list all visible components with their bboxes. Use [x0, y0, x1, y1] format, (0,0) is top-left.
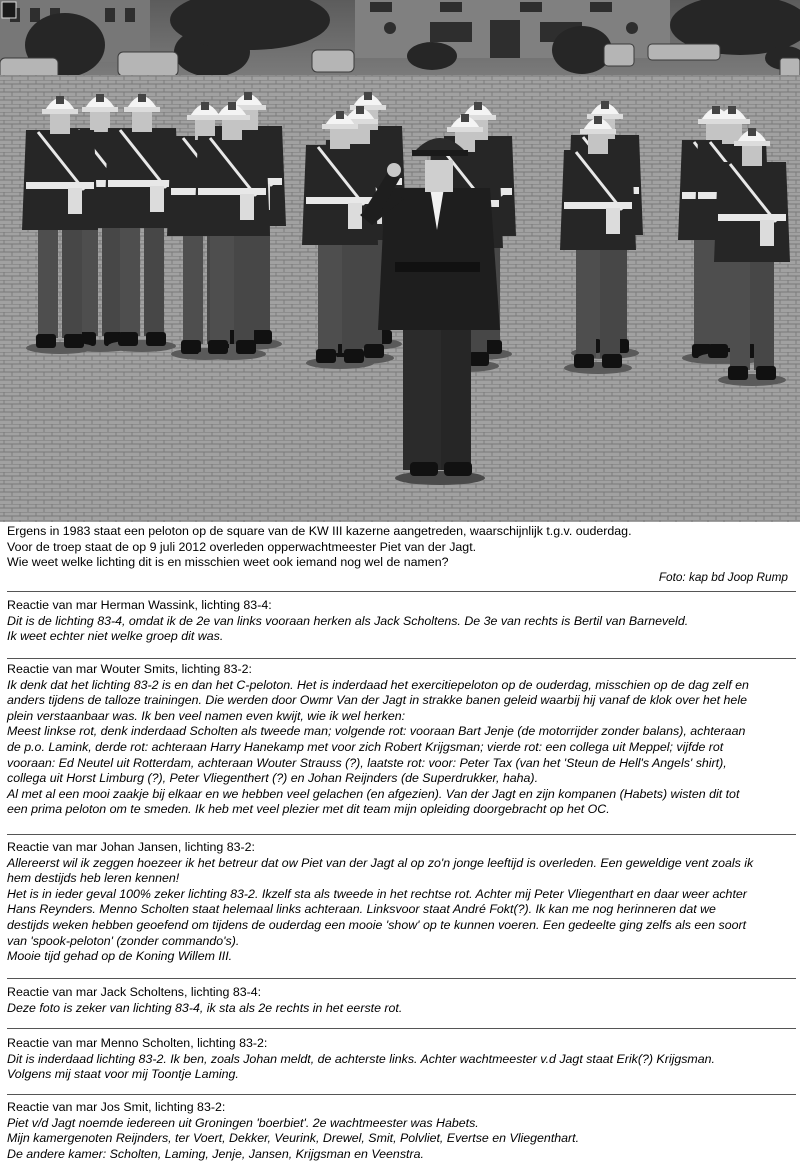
reaction-line: hem destijds heb leren kennen!	[7, 871, 180, 886]
photo	[0, 0, 800, 522]
divider	[7, 658, 796, 659]
reaction-line: Hans Reynders. Menno Scholten staat helemaal links achteraan. Linksvoor staat André Fokt(?). Ik kan me nog herinneren dat we	[7, 902, 716, 917]
reaction-line: Dit is de lichting 83-4, omdat ik de 2e van links vooraan herken als Jack Scholtens. De 3e van rechts is Bertil van Barneveld.	[7, 613, 689, 628]
reaction-line: collega uit Horst Limburg (?), Peter Vliegenthert (?) en Johan Reijnders (de Superdrukker, haha).	[7, 771, 539, 786]
crest-icon	[2, 2, 16, 18]
divider	[7, 1094, 796, 1095]
reaction-wouter-smits	[7, 662, 796, 818]
reaction-heading: Reactie van mar Herman Wassink, lichting 83-4:	[7, 598, 272, 612]
reaction-line: Meest linkse rot, denk inderdaad Scholten als tweede man; volgende rot: vooraan Bart Jenje (de motorrijder zonder balans), achteraan	[7, 724, 746, 739]
reaction-line: destijds weken hebben geoefend om tijdens de ouderdag een mooie 'show' op te kunnen voeren. Een gedeelte ging zelfs als een soort	[7, 917, 747, 932]
reaction-heading: Reactie van mar Wouter Smits, lichting 83-2:	[7, 662, 252, 676]
divider	[7, 591, 796, 592]
reaction-body	[7, 1052, 796, 1083]
reaction-jos-smit	[7, 1100, 796, 1162]
reaction-line: Ik weet echter niet welke groep dit was.	[7, 629, 224, 644]
reaction-body	[7, 1001, 796, 1017]
reaction-line: Het is in ieder geval 100% zeker lichting 83-2. Ikzelf sta als tweede in het rechtse rot. Achter mij Peter Vliegenthart en daar weer achter	[7, 886, 747, 901]
reaction-body	[7, 856, 796, 965]
reaction-line: Al met al een mooi zaakje bij elkaar en we hebben veel gelachen (en afgezien). Van der Jagt en zijn kompanen (Habets) wisten dit tot	[7, 786, 740, 801]
reaction-line: een prima peloton om te smeden. Ik heb met veel plezier met dit team mijn opleiding doorgebracht op het OC.	[7, 802, 610, 817]
reaction-menno-scholten	[7, 1036, 796, 1083]
reaction-line: Volgens mij staat voor mij Toontje Laming.	[7, 1067, 239, 1082]
photo-caption	[7, 524, 793, 571]
reaction-line: plein verstaanbaar was. Ik ben veel namen even kwijt, wie ik wel herken:	[7, 708, 406, 723]
caption-line: Wie weet welke lichting dit is en misschien weet ook iemand nog wel de namen?	[7, 555, 449, 570]
reaction-heading: Reactie van mar Johan Jansen, lichting 83-2:	[7, 840, 255, 854]
reaction-line: anders tijdens de talloze trainingen. Die werden door Owmr Van der Jagt in strakke banen geleid waarbij hij vanaf de klok over het hele	[7, 693, 747, 708]
reaction-body	[7, 1116, 796, 1163]
reaction-jack-scholtens	[7, 985, 796, 1016]
reaction-line: de p.o. Lamink, derde rot: achteraan Harry Hanekamp met voor zich Robert Krijgsman; vierde rot: een collega uit Meppel; vijfde rot	[7, 739, 724, 754]
reaction-johan-jansen	[7, 840, 796, 965]
divider	[7, 834, 796, 835]
reaction-heading: Reactie van mar Jos Smit, lichting 83-2:	[7, 1100, 226, 1114]
reaction-body	[7, 614, 796, 645]
divider	[7, 1028, 796, 1029]
reaction-line: De andere kamer: Scholten, Laming, Jenje, Jansen, Krijgsman en Veenstra.	[7, 1146, 424, 1161]
caption-line: Ergens in 1983 staat een peloton op de square van de KW III kazerne aangetreden, waarschijnlijk t.g.v. ouderdag.	[7, 524, 632, 538]
reaction-heading: Reactie van mar Menno Scholten, lichting 83-2:	[7, 1036, 268, 1050]
reaction-herman-wassink	[7, 598, 796, 645]
reaction-body	[7, 678, 796, 818]
reaction-line: Ik denk dat het lichting 83-2 is en dan het C-peloton. Het is inderdaad het exercitiepeloton op de ouderdag, misschien op de dag zelf en	[7, 677, 749, 692]
reaction-line: Mijn kamergenoten Reijnders, ter Voert, Dekker, Veurink, Drewel, Smit, Polvliet, Evertse en Vliegenthart.	[7, 1131, 580, 1146]
reaction-line: Dit is inderdaad lichting 83-2. Ik ben, zoals Johan meldt, de achterste links. Achter wachtmeester v.d Jagt staat Erik(?) Krijgsman.	[7, 1051, 715, 1066]
photo-credit: Foto: kap bd Joop Rump	[658, 570, 788, 584]
reaction-line: Allereerst wil ik zeggen hoezeer ik het betreur dat ow Piet van der Jagt al op zo'n jonge leeftijd is overleden. Een geweldige vent zoals ik	[7, 855, 754, 870]
military-parade-photo	[0, 0, 800, 522]
reaction-line: vooraan: Ed Neutel uit Rotterdam, achteraan Wouter Strauss (?), laatste rot: voor: Peter Tax (van het 'Steun de Hell's Angels' shirt),	[7, 755, 727, 770]
caption-line: Voor de troep staat de op 9 juli 2012 overleden opperwachtmeester Piet van der Jagt.	[7, 539, 477, 554]
reaction-line: Piet v/d Jagt noemde iedereen uit Groningen 'boerbiet'. 2e wachtmeester was Habets.	[7, 1115, 479, 1130]
divider	[7, 978, 796, 979]
reaction-line: Deze foto is zeker van lichting 83-4, ik sta als 2e rechts in het eerste rot.	[7, 1000, 403, 1015]
reaction-line: van 'spook-peloton' (zonder commando's).	[7, 933, 240, 948]
reaction-heading: Reactie van mar Jack Scholtens, lichting 83-4:	[7, 985, 262, 999]
reaction-line: Mooie tijd gehad op de Koning Willem III.	[7, 949, 233, 964]
